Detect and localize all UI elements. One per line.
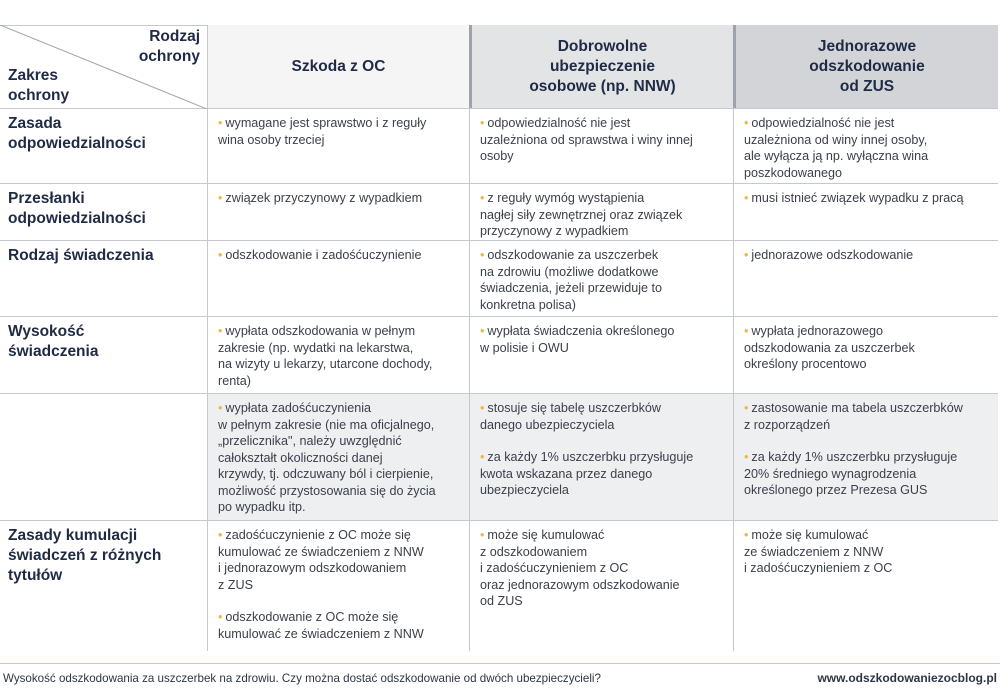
- table-cell: [733, 241, 998, 316]
- bullet-icon: •: [480, 191, 485, 205]
- table-cell: [733, 109, 998, 183]
- corner-bottom-line: Zakres: [8, 67, 58, 84]
- footer-caption: Wysokość odszkodowania za uszczerbek na zdrowiu. Czy można dostać odszkodowanie od dwóch ubezpieczycieli?: [3, 672, 601, 685]
- table-cell: [469, 394, 733, 520]
- cell-text: po wypadku itp.: [218, 500, 306, 514]
- corner-top-line: ochrony: [138, 48, 200, 65]
- cell-text: musi istnieć związek wypadku z pracą: [751, 191, 964, 205]
- table-row: [0, 109, 998, 184]
- cell-text: świadczenia, jeżeli przewiduje to: [480, 281, 663, 295]
- corner-bottom-label: [8, 66, 69, 106]
- table-cell: [469, 521, 733, 651]
- cell-text: 20% średniego wynagrodzenia: [744, 466, 917, 481]
- cell-text: zakresie (np. wydatki na lekarstwa,: [218, 340, 414, 355]
- cell-text: może się kumulować: [751, 528, 869, 542]
- row-label: [0, 521, 207, 651]
- row-label-line: odpowiedzialności: [8, 135, 146, 152]
- cell-text: z reguły wymóg wystąpienia: [487, 191, 645, 205]
- cell-text: zadośćuczynienie z OC może się: [225, 528, 411, 542]
- row-label: [0, 109, 207, 183]
- cell-text: zastosowanie ma tabela uszczerbków: [751, 401, 963, 415]
- column-header-oc: [207, 25, 469, 108]
- bullet-icon: •: [744, 401, 749, 415]
- column-header-line: ubezpieczenie: [549, 57, 656, 75]
- cell-text: z rozporządzeń: [744, 417, 831, 432]
- cell-text: kwota wskazana przez danego: [480, 466, 653, 481]
- table-cell: [733, 184, 998, 240]
- cell-text: w pełnym zakresie (nie ma oficjalnego,: [218, 417, 435, 432]
- table-cell: [469, 184, 733, 240]
- row-label: [0, 184, 207, 240]
- row-label-line: odpowiedzialności: [8, 210, 146, 227]
- table-cell: [469, 241, 733, 316]
- table-cell: [733, 317, 998, 393]
- bullet-icon: •: [744, 450, 749, 464]
- table-cell: [207, 184, 469, 240]
- column-header-nnw: [469, 25, 733, 108]
- bullet-icon: •: [744, 116, 749, 130]
- cell-text: ubezpieczyciela: [480, 483, 569, 497]
- cell-text: wymagane jest sprawstwo i z reguły: [225, 116, 427, 130]
- row-label-empty: [0, 394, 207, 520]
- cell-text: osoby: [480, 149, 514, 163]
- row-label-line: Rodzaj świadczenia: [8, 247, 154, 264]
- comparison-table: [0, 25, 998, 651]
- cell-text: przyczynowy z wypadkiem: [480, 224, 629, 238]
- bullet-icon: •: [480, 401, 485, 415]
- table-row: [0, 184, 998, 241]
- cell-text: nagłej siły zewnętrznej oraz związek: [480, 207, 683, 222]
- cell-text: odszkodowanie i zadośćuczynienie: [225, 248, 422, 262]
- bullet-icon: •: [218, 191, 223, 205]
- corner-top-line: Rodzaj: [149, 28, 200, 45]
- table-row: [0, 394, 998, 521]
- bullet-icon: •: [744, 248, 749, 262]
- bullet-icon: •: [480, 248, 485, 262]
- bullet-icon: •: [218, 324, 223, 338]
- column-header-label: Szkoda z OC: [291, 57, 386, 75]
- cell-text: „przelicznika", należy uwzględnić: [218, 434, 402, 448]
- bullet-icon: •: [218, 528, 223, 542]
- cell-text: i zadośćuczynieniem z OC: [480, 561, 629, 575]
- table-row: [0, 317, 998, 394]
- footer-divider: [0, 663, 1000, 664]
- cell-text: odszkodowanie za uszczerbek: [487, 248, 659, 262]
- column-header-line: odszkodowanie: [809, 57, 925, 75]
- cell-text: poszkodowanego: [744, 165, 843, 180]
- column-header-line: Dobrowolne: [557, 37, 648, 55]
- cell-text: z ZUS: [218, 577, 253, 592]
- cell-text: i zadośćuczynieniem z OC: [744, 561, 893, 575]
- table-cell: [469, 109, 733, 183]
- cell-text: odszkodowania za uszczerbek: [744, 340, 915, 355]
- cell-text: wypłata świadczenia określonego: [487, 324, 675, 338]
- bullet-icon: •: [480, 450, 485, 464]
- bullet-icon: •: [744, 324, 749, 338]
- bullet-icon: •: [218, 610, 223, 624]
- cell-text: określonego przez Prezesa GUS: [744, 483, 928, 497]
- table-row: [0, 521, 998, 651]
- cell-text: krzywdy, tj. odczuwany ból i cierpienie,: [218, 467, 434, 481]
- cell-text: ze świadczeniem z NNW: [744, 544, 884, 559]
- cell-text: z odszkodowaniem: [480, 544, 588, 559]
- corner-header-cell: [0, 25, 207, 108]
- cell-text: może się kumulować: [487, 528, 605, 542]
- table-cell: [207, 521, 469, 651]
- bullet-icon: •: [480, 324, 485, 338]
- column-header-line: osobowe (np. NNW): [529, 77, 676, 95]
- cell-text: w polisie i OWU: [480, 340, 569, 355]
- table-row: [0, 241, 998, 317]
- cell-text: na wizyty u lekarzy, utarcone dochody,: [218, 357, 433, 371]
- row-label-line: tytułów: [8, 567, 63, 584]
- bullet-icon: •: [744, 191, 749, 205]
- cell-text: renta): [218, 373, 251, 388]
- row-label: [0, 317, 207, 393]
- column-header-line: Jednorazowe: [817, 37, 917, 55]
- cell-text: uzależniona od winy innej osoby,: [744, 132, 928, 147]
- bullet-icon: •: [218, 248, 223, 262]
- cell-text: związek przyczynowy z wypadkiem: [225, 191, 423, 205]
- table-cell: [207, 241, 469, 316]
- bullet-icon: •: [480, 528, 485, 542]
- cell-text: na zdrowiu (możliwe dodatkowe: [480, 264, 659, 279]
- column-header-zus: [733, 25, 998, 108]
- cell-text: i jednorazowym odszkodowaniem: [218, 561, 407, 575]
- cell-text: jednorazowe odszkodowanie: [751, 248, 914, 262]
- row-label: [0, 241, 207, 316]
- cell-text: określony procentowo: [744, 357, 867, 371]
- cell-text: odpowiedzialność nie jest: [751, 116, 895, 130]
- cell-text: stosuje się tabelę uszczerbków: [487, 401, 662, 415]
- cell-text: od ZUS: [480, 594, 523, 608]
- row-label-line: Zasada: [8, 115, 62, 132]
- cell-text: wypłata jednorazowego: [751, 324, 884, 338]
- row-label-line: Zasady kumulacji: [8, 527, 138, 544]
- bullet-icon: •: [744, 528, 749, 542]
- cell-text: kumulować ze świadczeniem z NNW: [218, 544, 424, 559]
- row-label-line: świadczenia: [8, 343, 99, 360]
- table-cell: [733, 394, 998, 520]
- cell-text: konkretna polisa): [480, 297, 576, 312]
- table-cell: [733, 521, 998, 651]
- table-cell: [469, 317, 733, 393]
- row-label-line: Przesłanki: [8, 190, 85, 207]
- row-label-line: Wysokość: [8, 323, 85, 340]
- table-cell: [207, 317, 469, 393]
- table-cell: [207, 109, 469, 183]
- bullet-icon: •: [480, 116, 485, 130]
- cell-text: danego ubezpieczyciela: [480, 417, 615, 432]
- bullet-icon: •: [218, 116, 223, 130]
- cell-text: całokształt okoliczności danej: [218, 450, 383, 465]
- cell-text: kumulować ze świadczeniem z NNW: [218, 626, 424, 641]
- cell-text: wypłata zadośćuczynienia: [225, 401, 372, 415]
- corner-top-label: [139, 27, 200, 67]
- cell-text: odszkodowanie z OC może się: [225, 610, 399, 624]
- cell-text: wina osoby trzeciej: [218, 132, 325, 147]
- corner-bottom-line: ochrony: [8, 87, 70, 104]
- cell-text: za każdy 1% uszczerbku przysługuje: [751, 450, 958, 464]
- cell-text: za każdy 1% uszczerbku przysługuje: [487, 450, 694, 464]
- cell-text: oraz jednorazowym odszkodowanie: [480, 577, 680, 592]
- bullet-icon: •: [218, 401, 223, 415]
- column-header-line: od ZUS: [839, 77, 895, 95]
- cell-text: uzależniona od sprawstwa i winy innej: [480, 132, 693, 147]
- cell-text: wypłata odszkodowania w pełnym: [225, 324, 416, 338]
- cell-text: odpowiedzialność nie jest: [487, 116, 631, 130]
- table-cell: [207, 394, 469, 520]
- row-label-line: świadczeń z różnych: [8, 547, 162, 564]
- cell-text: ale wyłącza ją np. wyłączna wina: [744, 149, 929, 163]
- cell-text: możliwość przystosowania się do życia: [218, 483, 436, 498]
- table-header-row: [0, 25, 998, 109]
- footer-website: www.odszkodowaniezocblog.pl: [817, 671, 997, 685]
